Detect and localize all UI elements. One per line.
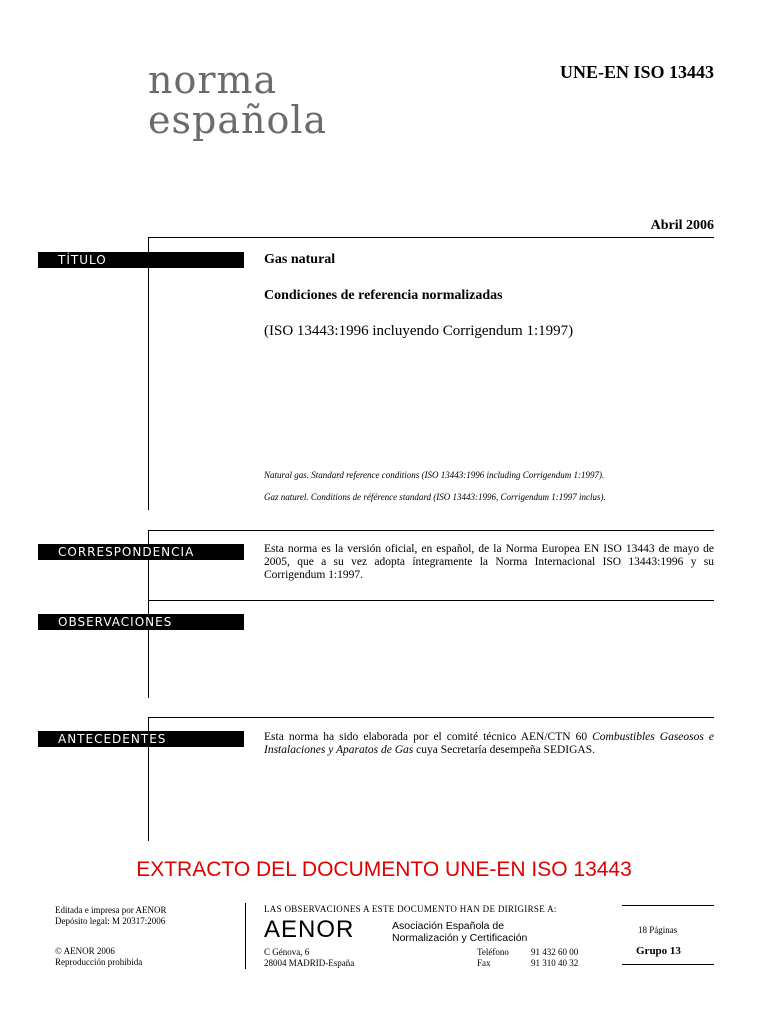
correspondencia-text: Esta norma es la versión oficial, en español, de la Norma Europea EN ISO 13443 de mayo de 2005, que a su vez adopta íntegramente la Norma Internacional ISO 13443:1996 y su Corrigendum 1:1997. [264, 543, 714, 581]
footer-left-bottom [55, 946, 142, 968]
standard-code: UNE-EN ISO 13443 [559, 62, 714, 82]
contact-values [531, 947, 578, 969]
footer-left-top [55, 905, 166, 927]
document-subtitle: Condiciones de referencia normalizadas [264, 288, 503, 303]
brand-line-2: española [148, 98, 328, 142]
association-line-1: Asociación Española de [392, 920, 505, 932]
french-title: Gaz naturel. Conditions de référence standard (ISO 13443:1996, Corrigendum 1:1997 inclus). [264, 492, 606, 502]
association-name [392, 920, 527, 944]
english-title: Natural gas. Standard reference conditions (ISO 13443:1996 including Corrigendum 1:1997). [264, 470, 605, 480]
page-count: 18 Páginas [638, 925, 678, 935]
phone-value: 91 432 60 00 [531, 947, 579, 957]
divider-correspondencia [148, 530, 714, 531]
vertical-rule-titulo [148, 237, 149, 510]
edited-by: Editada e impresa por AENOR [55, 905, 167, 915]
price-group: Grupo 13 [636, 945, 681, 957]
legal-deposit: Depósito legal: M 20317:2006 [55, 916, 166, 926]
label-correspondencia: CORRESPONDENCIA [38, 544, 244, 560]
publication-date: Abril 2006 [650, 218, 714, 233]
brand-line-1: norma [148, 58, 278, 102]
extract-notice: EXTRACTO DEL DOCUMENTO UNE-EN ISO 13443 [136, 858, 632, 881]
fax-label: Fax [477, 958, 491, 968]
address-street: C Génova, 6 [264, 947, 310, 957]
fax-value: 91 310 40 32 [531, 958, 579, 968]
copyright: © AENOR 2006 [55, 946, 115, 956]
reproduction-notice: Reproducción prohibida [55, 957, 143, 967]
address-block [264, 947, 354, 969]
label-titulo: TÍTULO [38, 252, 244, 268]
contact-labels [477, 947, 509, 969]
association-line-2: Normalización y Certificación [392, 932, 528, 944]
antecedentes-committee: Combustibles Gaseosos e Instalaciones y Aparatos de Gas [264, 731, 715, 756]
vertical-rule-correspondencia [148, 530, 149, 600]
divider-top [148, 237, 714, 238]
observations-header: LAS OBSERVACIONES A ESTE DOCUMENTO HAN DE DIRIGIRSE A: [264, 904, 557, 914]
brand-title [148, 60, 327, 140]
label-antecedentes: ANTECEDENTES [38, 731, 244, 747]
iso-reference: (ISO 13443:1996 incluyendo Corrigendum 1:1997) [264, 323, 574, 339]
address-city: 28004 MADRID-España [264, 958, 355, 968]
phone-label: Teléfono [477, 947, 509, 957]
antecedentes-suffix: cuya Secretaría desempeña SEDIGAS. [413, 744, 595, 756]
antecedentes-text [264, 731, 714, 757]
label-observaciones: OBSERVACIONES [38, 614, 244, 630]
divider-observaciones [148, 600, 714, 601]
antecedentes-prefix: Esta norma ha sido elaborada por el comité técnico AEN/CTN 60 [264, 731, 593, 743]
divider-antecedentes [148, 717, 714, 718]
footer-divider [245, 903, 246, 969]
aenor-logo: AENOR [264, 916, 355, 943]
document-title: Gas natural [264, 252, 336, 267]
